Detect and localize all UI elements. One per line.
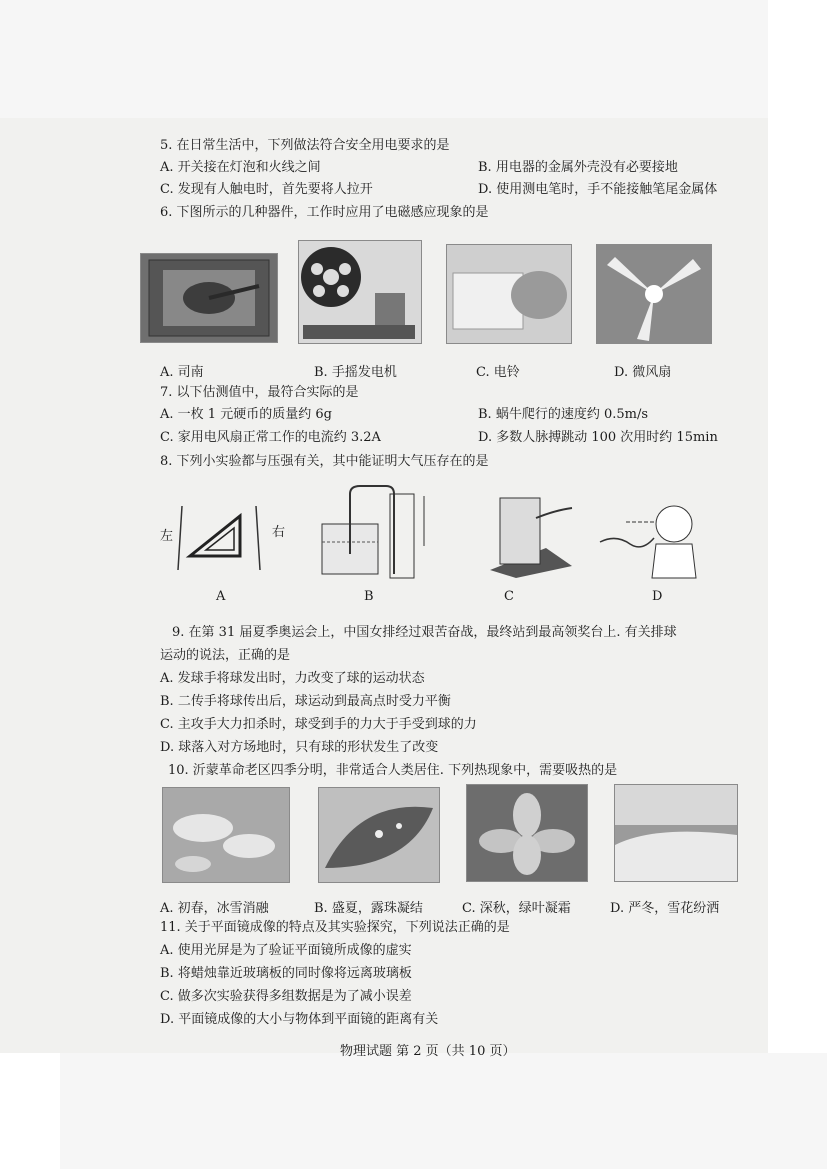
question-10-stem: 10. 沂蒙革命老区四季分明，非常适合人类居住. 下列热现象中，需要吸热的是 (168, 763, 618, 778)
melting-snow-image (162, 787, 290, 883)
q8-option-b: B (364, 589, 374, 604)
blowing-paper-boy-figure (596, 494, 706, 580)
snowfall-landscape-image (614, 784, 738, 882)
dew-drops-leaf-image (318, 787, 440, 883)
q11-option-d: D. 平面镜成像的大小与物体到平面镜的距离有关 (160, 1012, 439, 1027)
q11-option-b: B. 将蜡烛靠近玻璃板的同时像将远离玻璃板 (160, 966, 412, 981)
q11-option-c: C. 做多次实验获得多组数据是为了减小误差 (160, 989, 412, 1004)
question-6-stem: 6. 下图所示的几种器件，工作时应用了电磁感应现象的是 (160, 205, 489, 220)
question-8-stem: 8. 下列小实验都与压强有关，其中能证明大气压存在的是 (160, 454, 489, 469)
q6-option-c: C. 电铃 (476, 365, 520, 380)
q9-option-b: B. 二传手将球传出后，球运动到最高点时受力平衡 (160, 694, 451, 709)
left-label: 左 (160, 529, 174, 544)
micro-fan-image (596, 244, 712, 344)
q9-option-d: D. 球落入对方场地时，只有球的形状发生了改变 (160, 740, 439, 755)
q6-option-d: D. 微风扇 (614, 365, 672, 380)
q10-option-a: A. 初春，冰雪消融 (160, 901, 269, 916)
q8-option-c: C (504, 589, 514, 604)
q6-option-b: B. 手摇发电机 (314, 365, 397, 380)
q9-option-a: A. 发球手将球发出时，力改变了球的运动状态 (160, 671, 425, 686)
question-9-stem-line1: 9. 在第 31 届夏季奥运会上，中国女排经过艰苦奋战，最终站到最高领奖台上. 有关排球 (172, 625, 677, 640)
hand-generator-image (298, 240, 422, 344)
q10-option-c: C. 深秋，绿叶凝霜 (462, 901, 571, 916)
q8-option-d: D (652, 589, 663, 604)
blank-bottom-area (60, 1053, 827, 1169)
cup-water-paper-figure (486, 488, 576, 580)
question-9-stem-line2: 运动的说法，正确的是 (160, 648, 291, 663)
q10-option-d: D. 严冬，雪花纷洒 (610, 901, 720, 916)
q8-option-a: A (216, 589, 226, 604)
q5-option-a: A. 开关接在灯泡和火线之间 (160, 160, 321, 175)
q5-option-c: C. 发现有人触电时，首先要将人拉开 (160, 182, 373, 197)
blank-top-area (0, 0, 768, 118)
question-7-stem: 7. 以下估测值中，最符合实际的是 (160, 385, 359, 400)
q6-option-a: A. 司南 (160, 365, 204, 380)
q7-option-c: C. 家用电风扇正常工作的电流约 3.2A (160, 430, 381, 445)
q11-option-a: A. 使用光屏是为了验证平面镜所成像的虚实 (160, 943, 412, 958)
page-footer: 物理试题 第 2 页（共 10 页） (340, 1044, 516, 1059)
q9-option-c: C. 主攻手大力扣杀时，球受到手的力大于手受到球的力 (160, 717, 477, 732)
compass-sinan-image (140, 253, 278, 343)
question-11-stem: 11. 关于平面镜成像的特点及其实验探究，下列说法正确的是 (160, 920, 510, 935)
question-5-stem: 5. 在日常生活中，下列做法符合安全用电要求的是 (160, 138, 450, 153)
electric-bell-image (446, 244, 572, 344)
right-label: 右 (272, 525, 286, 540)
q7-option-b: B. 蜗牛爬行的速度约 0.5m/s (478, 407, 649, 422)
q5-option-d: D. 使用测电笔时，手不能接触笔尾金属体 (478, 182, 718, 197)
q10-option-b: B. 盛夏，露珠凝结 (314, 901, 423, 916)
u-tube-manometer-figure (300, 484, 450, 584)
frost-leaves-image (466, 784, 588, 882)
q5-option-b: B. 用电器的金属外壳没有必要接地 (478, 160, 678, 175)
q7-option-d: D. 多数人脉搏跳动 100 次用时约 15min (478, 430, 718, 445)
q7-option-a: A. 一枚 1 元硬币的质量约 6g (160, 407, 332, 422)
